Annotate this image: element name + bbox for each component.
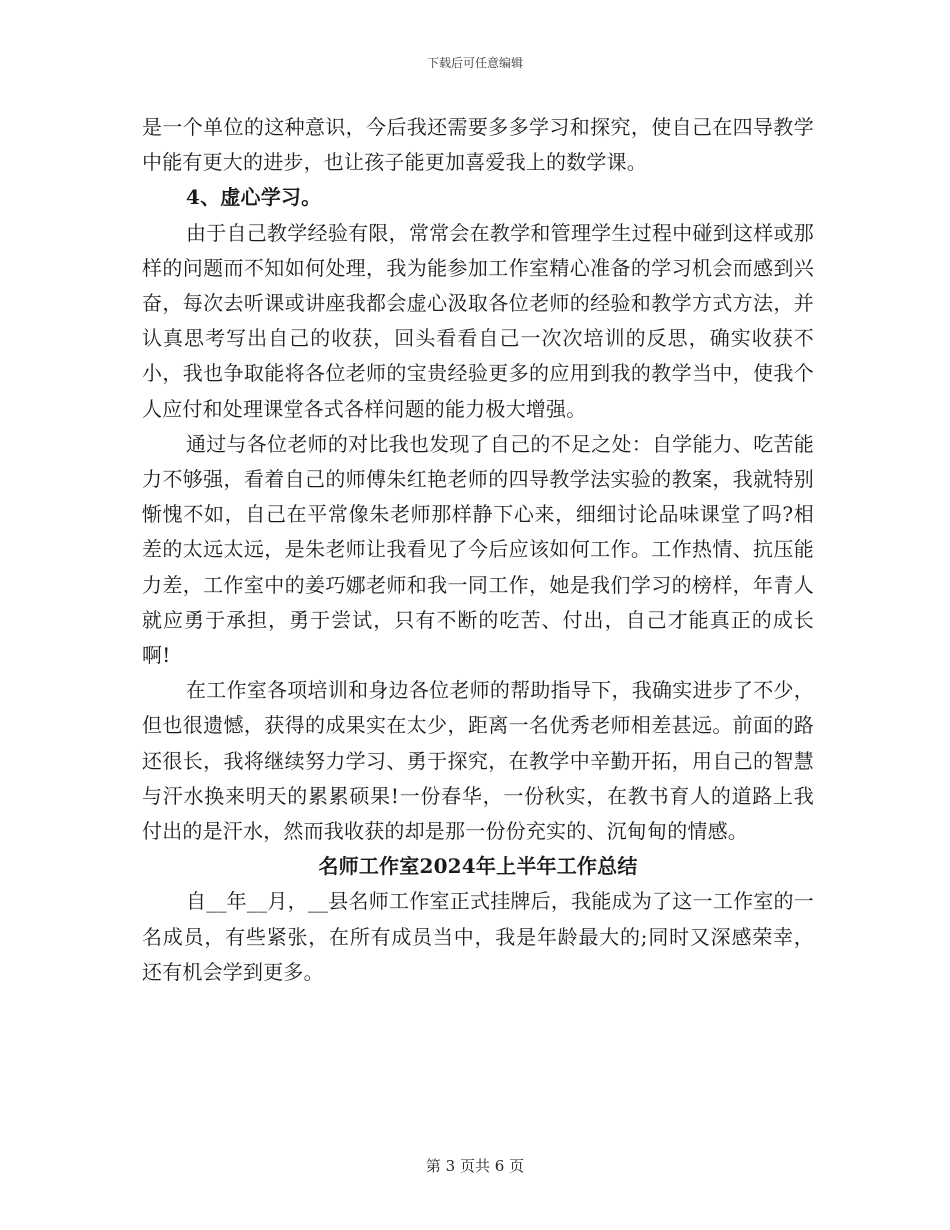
paragraph-intro: 自__年__月，__县名师工作室正式挂牌后，我能成为了这一工作室的一名成员，有些紧张，在所有成员当中，我是年龄最大的;同时又深感荣幸，还有机会学到更多。	[142, 889, 814, 984]
paragraph-learning: 由于自己教学经验有限，常常会在教学和管理学生过程中碰到这样或那样的问题而不知如何处理，我为能参加工作室精心准备的学习机会而感到兴奋，每次去听课或讲座我都会虚心汲取各位老师的经验和教学方式方法，并认真思考写出自己的收获，回头看看自己一次次培训的反思，确实收获不小，我也争取能将各位老师的宝贵经验更多的应用到我的教学当中，使我个人应付和处理课堂各式各样问题的能力极大增强。	[142, 220, 814, 421]
document-title: 名师工作室2024年上半年工作总结	[318, 854, 638, 879]
paragraph-progress: 在工作室各项培训和身边各位老师的帮助指导下，我确实进步了不少，但也很遗憾，获得的成果实在太少，距离一名优秀老师相差甚远。前面的路还很长，我将继续努力学习、勇于探究，在教学中辛勤开拓，用自己的智慧与汗水换来明天的累累硕果!一份春华，一份秋实，在教书育人的道路上我付出的是汗水，然而我收获的却是那一份份充实的、沉甸甸的情感。	[142, 678, 814, 844]
paragraph-compare: 通过与各位老师的对比我也发现了自己的不足之处：自学能力、吃苦能力不够强，看着自己的师傅朱红艳老师的四导教学法实验的教案，我就特别惭愧不如，自己在平常像朱老师那样静下心来，细细讨论品味课堂了吗?相差的太远太远，是朱老师让我看见了今后应该如何工作。工作热情、抗压能力差，工作室中的姜巧娜老师和我一同工作，她是我们学习的榜样，年青人就应勇于承担，勇于尝试，只有不断的吃苦、付出，自己才能真正的成长啊!	[142, 431, 814, 668]
download-note: 下载后可任意编辑	[426, 56, 523, 70]
page-number: 第 3 页共 6 页	[425, 1157, 525, 1175]
section-heading-4: 4、虚心学习。	[186, 185, 322, 210]
paragraph-continuation: 是一个单位的这种意识，今后我还需要多多学习和探究，使自己在四导教学中能有更大的进步，也让孩子能更加喜爱我上的数学课。	[142, 115, 814, 175]
document-body	[142, 110, 814, 990]
